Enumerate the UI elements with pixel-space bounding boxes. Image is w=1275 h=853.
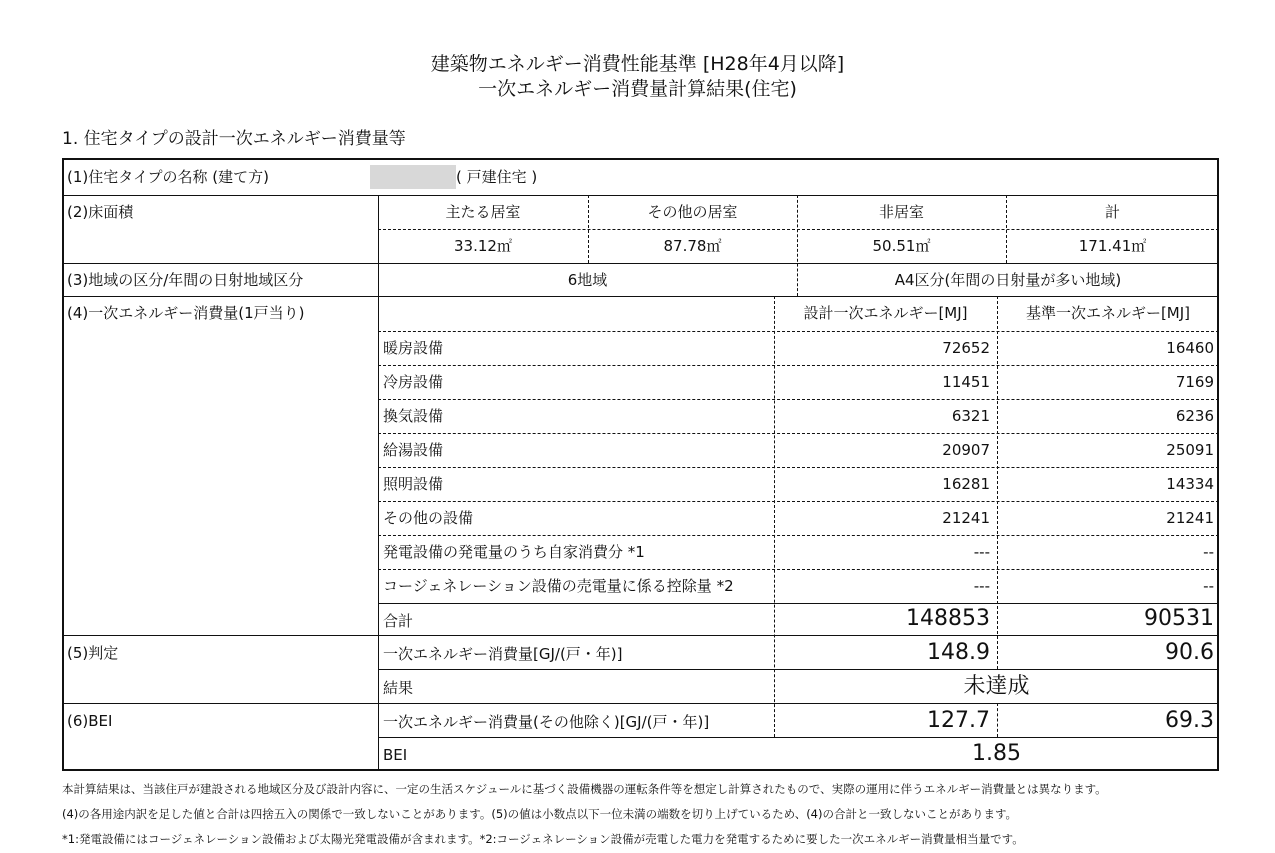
floor-value-other: 87.78㎡ [663,237,722,255]
row-divider [378,737,1219,738]
row-divider [62,703,1219,704]
bei-value: 1.85 [972,741,1021,766]
total-label: 合計 [383,612,414,630]
floor-header-total: 計 [1104,203,1120,221]
dashed-divider [378,229,1219,230]
equipment-name: 発電設備の発電量のうち自家消費分 *1 [383,543,645,561]
design-value: 6321 [951,407,990,425]
bei-standard-value: 69.3 [1165,708,1214,733]
standard-value: 25091 [1166,441,1214,459]
row-divider [378,669,1219,670]
dashed-divider [774,296,775,737]
dashed-divider [378,569,1219,570]
row-divider [62,635,1219,636]
design-value: 21241 [942,509,990,527]
standard-value: 6236 [1175,407,1214,425]
row-divider [62,263,1219,264]
judgement-standard-value: 90.6 [1165,640,1214,665]
dashed-divider [378,399,1219,400]
row5-label: (5)判定 [67,644,119,662]
standard-value: 14334 [1166,475,1214,493]
section-heading: 1. 住宅タイプの設計一次エネルギー消費量等 [62,129,406,149]
dashed-divider [378,433,1219,434]
bei-energy-label: 一次エネルギー消費量(その他除く)[GJ/(戸・年)] [383,713,710,731]
design-value: --- [973,543,990,561]
standard-value: -- [1203,543,1214,561]
result-label: 結果 [383,679,414,697]
result-value: 未達成 [963,674,1030,699]
row3-label: (3)地域の区分/年間の日射地域区分 [67,271,304,289]
dashed-divider [997,703,998,737]
floor-value-nonliving: 50.51㎡ [872,237,931,255]
row-divider [378,603,1219,604]
dashed-divider [378,467,1219,468]
design-value: --- [973,577,990,595]
standard-value: 21241 [1166,509,1214,527]
footnote: 本計算結果は、当該住戸が建設される地域区分及び設計内容に、一定の生活スケジュールに基づく設備機器の運転条件等を想定し計算されたもので、実際の運用に伴うエネルギー消費量とは異なります。 [62,782,1107,796]
solar-region-value: A4区分(年間の日射量が多い地域) [894,271,1122,289]
equipment-name: 給湯設備 [383,441,444,459]
row-divider [62,195,1219,196]
judgement-design-value: 148.9 [927,640,990,665]
footnote: (4)の各用途内訳を足した値と合計は四捨五入の関係で一致しないことがあります。(5)の値は小数点以下一位未満の端数を切り上げているため、(4)の合計と一致しないことがあります。 [62,807,1018,821]
dashed-divider [378,535,1219,536]
row-divider [62,296,1219,297]
footnote: *1:発電設備にはコージェネレーション設備および太陽光発電設備が含まれます。*2:コージェネレーション設備が売電した電力を発電するために要した一次エネルギー消費量相当量です。 [62,832,1024,846]
floor-value-total: 171.41㎡ [1078,237,1147,255]
total-standard-value: 90531 [1144,606,1214,631]
report-title-line2: 一次エネルギー消費量計算結果(住宅) [478,78,797,100]
design-energy-header: 設計一次エネルギー[MJ] [803,304,968,322]
equipment-name: 照明設備 [383,475,444,493]
judgement-energy-label: 一次エネルギー消費量[GJ/(戸・年)] [383,645,623,663]
design-value: 72652 [942,339,990,357]
row4-label: (4)一次エネルギー消費量(1戸当り) [67,304,305,322]
redacted-name [370,165,456,189]
floor-header-main: 主たる居室 [445,203,521,221]
dashed-divider [997,296,998,669]
row2-label: (2)床面積 [67,203,134,221]
standard-energy-header: 基準一次エネルギー[MJ] [1025,304,1191,322]
row6-label: (6)BEI [67,712,113,730]
standard-value: 16460 [1166,339,1214,357]
report-title-line1: 建築物エネルギー消費性能基準 [H28年4月以降] [430,53,845,75]
floor-header-nonliving: 非居室 [878,203,924,221]
equipment-name: その他の設備 [383,509,474,527]
total-design-value: 148853 [906,606,990,631]
bei-label: BEI [383,746,408,764]
standard-value: 7169 [1175,373,1214,391]
bei-design-value: 127.7 [927,708,990,733]
dashed-divider [378,501,1219,502]
standard-value: -- [1203,577,1214,595]
floor-value-main: 33.12㎡ [454,237,512,255]
equipment-name: 冷房設備 [383,373,444,391]
row1-label: (1)住宅タイプの名称 (建て方) [67,168,269,186]
region-value: 6地域 [567,271,608,289]
design-value: 11451 [942,373,990,391]
dashed-divider [378,365,1219,366]
equipment-name: コージェネレーション設備の売電量に係る控除量 *2 [383,577,734,595]
design-value: 16281 [942,475,990,493]
row1-building-type: ( 戸建住宅 ) [456,168,538,186]
floor-header-other: その他の居室 [647,203,738,221]
equipment-name: 暖房設備 [383,339,444,357]
equipment-name: 換気設備 [383,407,444,425]
dashed-divider [378,331,1219,332]
design-value: 20907 [942,441,990,459]
